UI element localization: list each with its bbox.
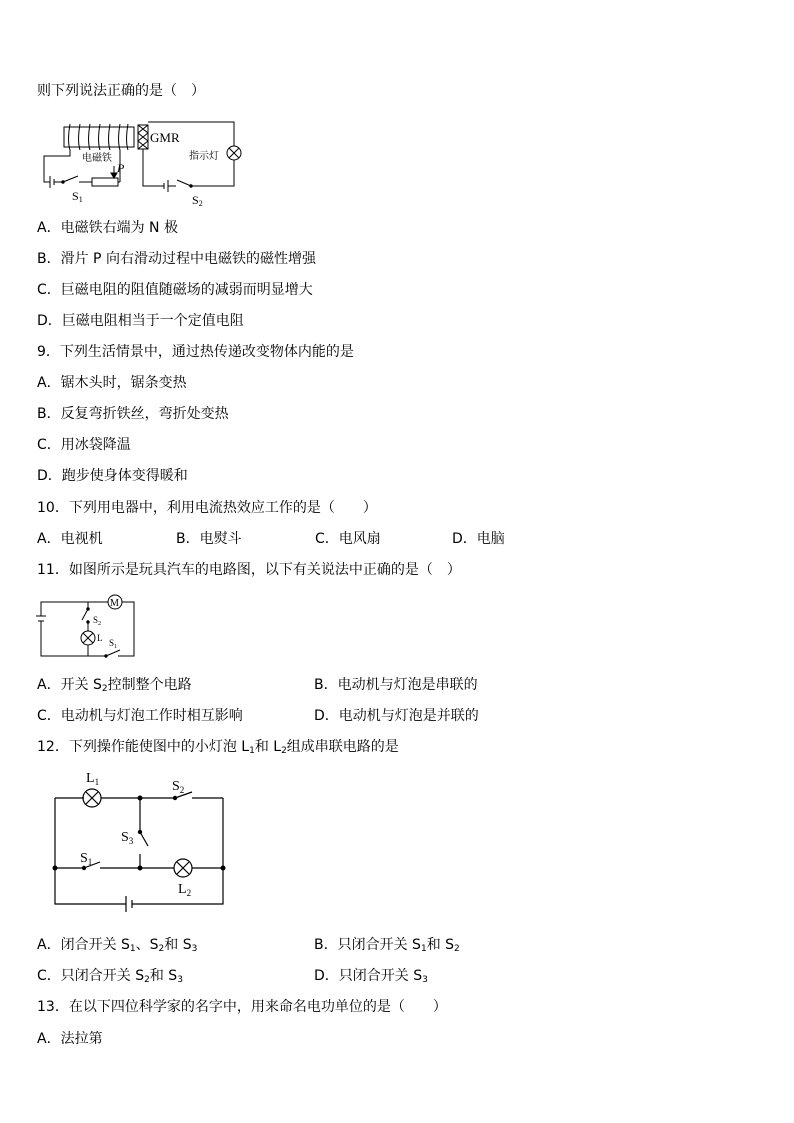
q12-option-c: C．只闭合开关 $S_2$和 $S_3$ <box>37 968 183 985</box>
q8-option-a: A．电磁铁右端为 N 极 <box>37 220 178 236</box>
q12-option-a: A．闭合开关 $S_1$、$S_2$和 $S_3$ <box>37 937 198 954</box>
q8-option-b: B．滑片 P 向右滑动过程中电磁铁的磁性增强 <box>37 251 316 267</box>
svg-text:L2: $L_2$ <box>178 882 192 898</box>
q11-option-d: D．电动机与灯泡是并联的 <box>314 708 479 724</box>
q9-stem: 9．下列生活情景中，通过热传递改变物体内能的是 <box>37 344 354 360</box>
motor-m-label: M <box>110 598 119 609</box>
svg-text:S2: S2 <box>192 193 203 208</box>
q9-option-c: C．用冰袋降温 <box>37 437 131 453</box>
svg-text:S1: $S_1$ <box>80 851 93 867</box>
q9-option-d: D．跑步使身体变得暖和 <box>37 468 188 484</box>
lamp-l2-label: L <box>178 882 187 897</box>
q8-intro: 则下列说法正确的是（ ） <box>37 83 205 99</box>
gmr-label: GMR <box>150 130 180 145</box>
svg-text:S2: $S_2$ <box>93 615 102 627</box>
q13-option-a: A．法拉第 <box>37 1031 103 1047</box>
q10-option-d: D．电脑 <box>452 531 505 547</box>
switch-s1-label: S <box>80 851 88 866</box>
svg-text:S2: $S_2$ <box>172 779 185 795</box>
q11-stem: 11．如图所示是玩具汽车的电路图，以下有关说法中正确的是（ ） <box>37 562 461 578</box>
q12-option-b: B．只闭合开关 $S_1$和 $S_2$ <box>314 937 460 954</box>
lamp-l-label: L <box>97 633 103 643</box>
q12-option-d: D．只闭合开关 $S_3$ <box>314 968 428 985</box>
q12-stem: 12．下列操作能使图中的小灯泡 $L_1$和 $L_2$组成串联电路的是 <box>37 739 399 756</box>
svg-text:L1: $L_1$ <box>86 771 100 787</box>
q8-circuit-diagram <box>40 118 250 208</box>
lamp-l1-label: L <box>86 771 95 786</box>
q11-option-c: C．电动机与灯泡工作时相互影响 <box>37 708 243 724</box>
svg-text:S1: $S_1$ <box>109 638 118 650</box>
q8-option-d: D．巨磁电阻相当于一个定值电阻 <box>37 313 244 329</box>
switch-s2-label: S <box>93 615 99 625</box>
q8-option-c: C．巨磁电阻的阻值随磁场的减弱而明显增大 <box>37 282 313 298</box>
switch-s2-label: S <box>192 193 199 207</box>
switch-s1-label: S <box>72 189 79 203</box>
switch-s2-label: S <box>172 779 180 794</box>
q10-stem: 10．下列用电器中，利用电流热效应工作的是（ ） <box>37 500 377 516</box>
q10-option-a: A．电视机 <box>37 531 103 547</box>
switch-s3-label: S <box>121 830 129 845</box>
q11-option-b: B．电动机与灯泡是串联的 <box>314 677 478 693</box>
svg-text:S1: S1 <box>72 189 83 204</box>
q12-series-circuit <box>50 770 230 918</box>
switch-s1-label: S <box>109 638 115 648</box>
q11-toy-car-circuit <box>36 594 140 662</box>
q11-option-a: A．开关 $S_2$控制整个电路 <box>37 677 192 694</box>
q13-stem: 13．在以下四位科学家的名字中，用来命名电功单位的是（ ） <box>37 999 447 1015</box>
svg-text:S3: $S_3$ <box>121 830 134 846</box>
q9-option-a: A．锯木头时，锯条变热 <box>37 375 187 391</box>
electromagnet-label: 电磁铁 <box>82 153 112 164</box>
q10-option-c: C．电风扇 <box>315 531 381 547</box>
q9-option-b: B．反复弯折铁丝，弯折处变热 <box>37 406 229 422</box>
slider-p-label: P <box>117 161 125 175</box>
q10-option-b: B．电熨斗 <box>176 531 242 547</box>
indicator-lamp-label: 指示灯 <box>189 151 219 162</box>
